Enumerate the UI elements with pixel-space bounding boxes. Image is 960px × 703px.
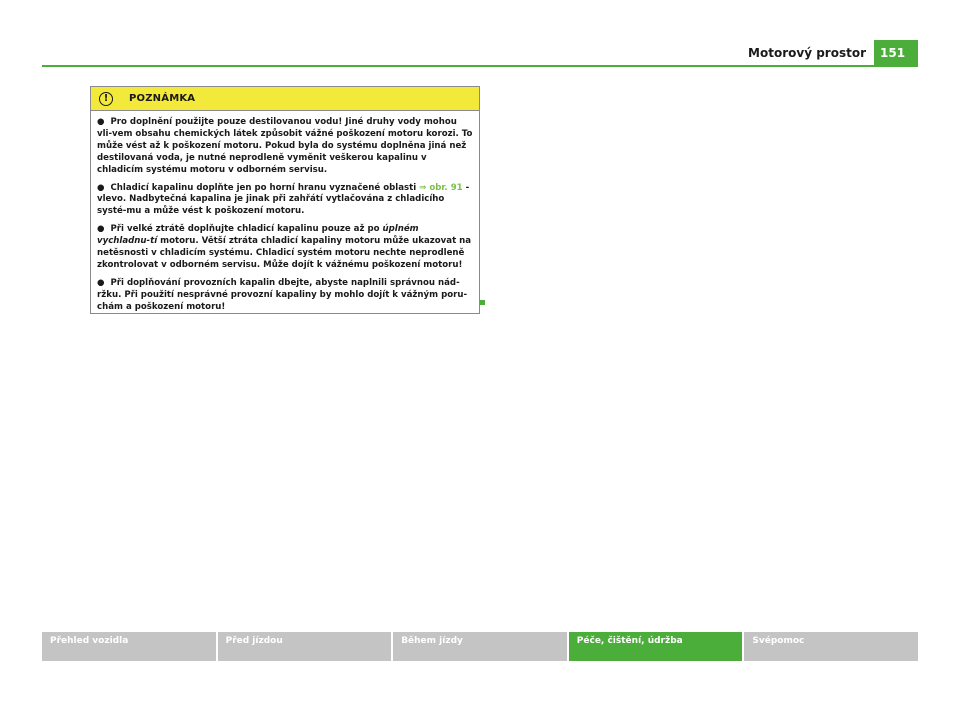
bullet: ● [97,277,105,288]
note-paragraph: ● Pro doplnění použijte pouze destilovanou vodu! Jiné druhy vody mohou vli-vem obsahu chemických látek způsobit vážné poškození motoru korozi. To může vést až k poškození motoru. Pokud byla do systému doplněna jiná než destilovaná voda, je nutné neprodleně vyměnit veškerou kapalinu v chladicím systému motoru v odborném servisu. [97,117,473,175]
nav-tab-prehled-vozidla[interactable]: Přehled vozidla [42,632,216,661]
nav-tab-svepomoc[interactable]: Svépomoc [744,632,918,661]
emphasis-text: úplném vychladnu-tí [97,224,419,247]
page-number: 151 [874,40,918,66]
note-paragraph: ● Chladicí kapalinu doplňte jen po horní hranu vyznačené oblasti ⇒ obr. 91 - vlevo. Nadbytečná kapalina je jinak při zahřátí vytlačována z chladicího systé-mu a může vést k poškození motoru. [97,182,470,217]
note-box [90,86,480,314]
header-rule [42,65,918,67]
bullet: ● [97,224,105,235]
footer-nav [42,632,918,661]
note-header [91,87,479,111]
bullet: ● [97,117,105,127]
section-title: Motorový prostor [748,46,866,60]
note-body [91,111,479,314]
note-paragraph: ● Při velké ztrátě doplňujte chladicí kapalinu pouze až po úplném vychladnu-tí motoru. Větší ztráta chladicí kapaliny motoru může ukazovat na netěsnosti v chladicím systému. Chladicí systém motoru nechte neprodleně zkontrolovat v odborném servisu. Může dojít k vážnému poškození motoru! [97,224,472,270]
nav-tab-behem-jizdy[interactable]: Během jízdy [393,632,567,661]
bullet: ● [97,182,105,193]
figure-link[interactable]: ⇒ obr. 91 [419,182,463,193]
nav-tab-pred-jizdou[interactable]: Před jízdou [218,632,392,661]
warning-icon: ! [99,92,113,106]
nav-tab-pece-cisteni-udrzba[interactable]: Péče, čištění, údržba [569,632,743,661]
note-paragraph: ● Při doplňování provozních kapalin dbejte, abyste naplnili správnou nád-ržku. Při použití nesprávné provozní kapaliny by mohlo dojít k vážným poru-chám a poškození motoru! [97,277,468,312]
note-title: POZNÁMKA [129,93,196,104]
end-of-section-marker [480,300,485,305]
